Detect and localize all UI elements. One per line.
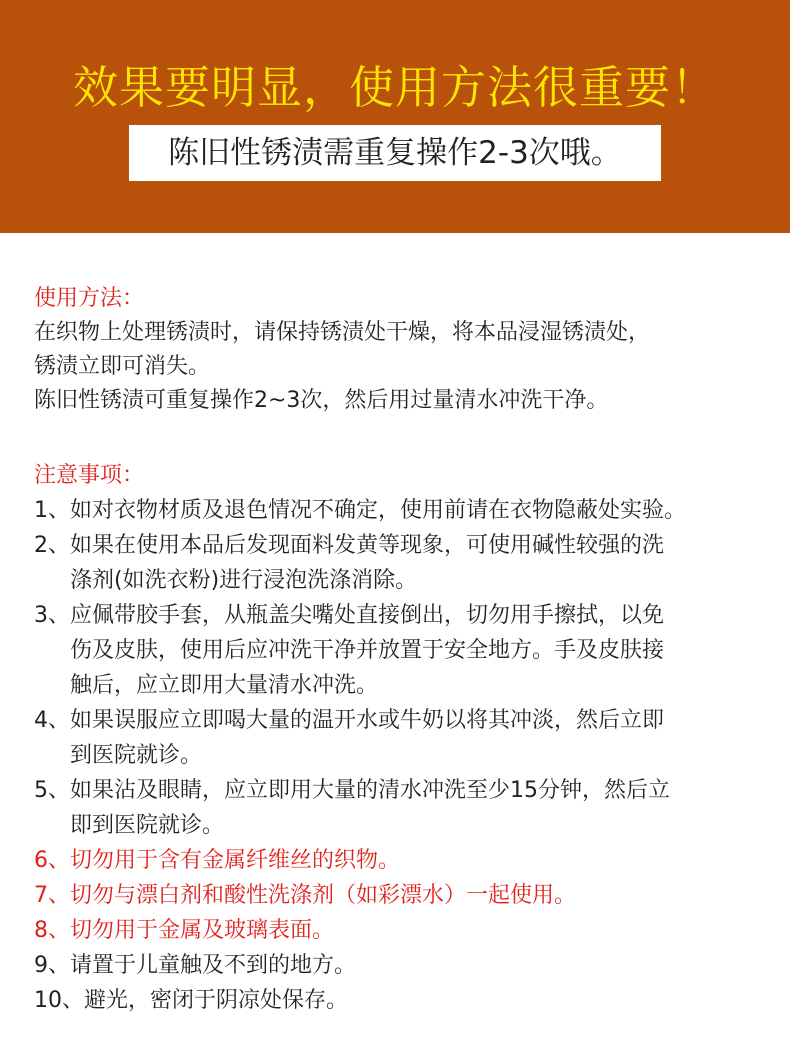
subheadline-box	[129, 125, 661, 181]
note-item-warning	[34, 913, 764, 948]
subheadline: 陈旧性锈渍需重复操作2-3次哦。	[168, 135, 622, 171]
note-text: 如果在使用本品后发现面料发黄等现象，可使用碱性较强的洗	[70, 533, 665, 558]
note-number: 5、	[34, 778, 70, 803]
header-banner	[0, 0, 790, 233]
note-number: 6、	[34, 848, 70, 873]
note-item	[34, 773, 764, 843]
note-text: 避光，密闭于阴凉处保存。	[84, 988, 349, 1013]
note-text: 触后，应立即用大量清水冲洗。	[70, 673, 379, 698]
note-text: 切勿与漂白剂和酸性洗涤剂（如彩漂水）一起使用。	[70, 883, 577, 908]
note-text: 如果沾及眼睛，应立即用大量的清水冲洗至少15分钟，然后立	[70, 778, 670, 803]
note-text: 切勿用于金属及玻璃表面。	[70, 918, 335, 943]
note-number: 7、	[34, 883, 70, 908]
note-text: 切勿用于含有金属纤维丝的织物。	[70, 848, 401, 873]
note-text: 伤及皮肤，使用后应冲洗干净并放置于安全地方。手及皮肤接	[70, 638, 665, 663]
note-text: 如果误服应立即喝大量的温开水或牛奶以将其冲淡，然后立即	[70, 708, 665, 733]
notes-title: 注意事项：	[34, 463, 145, 488]
notes-list	[34, 493, 764, 1018]
note-number: 9、	[34, 953, 70, 978]
note-item	[34, 528, 764, 598]
note-text: 请置于儿童触及不到的地方。	[70, 953, 357, 978]
instructions-content	[34, 282, 764, 1018]
note-number: 2、	[34, 533, 70, 558]
note-item	[34, 948, 764, 983]
section-spacer	[34, 418, 764, 459]
note-item	[34, 493, 764, 528]
usage-line: 在织物上处理锈渍时，请保持锈渍处干燥，将本品浸湿锈渍处，	[34, 320, 651, 345]
usage-title: 使用方法：	[34, 286, 145, 311]
note-item	[34, 703, 764, 773]
usage-line: 锈渍立即可消失。	[34, 354, 211, 379]
note-text: 即到医院就诊。	[70, 813, 225, 838]
note-text: 涤剂(如洗衣粉)进行浸泡洗涤消除。	[70, 568, 418, 593]
note-item-warning	[34, 843, 764, 878]
note-text: 到医院就诊。	[70, 743, 203, 768]
note-item-warning	[34, 878, 764, 913]
note-number: 4、	[34, 708, 70, 733]
note-text: 应佩带胶手套，从瓶盖尖嘴处直接倒出，切勿用手擦拭，以免	[70, 603, 665, 628]
note-item	[34, 983, 764, 1018]
note-number: 3、	[34, 603, 70, 628]
note-item	[34, 598, 764, 703]
note-number: 1、	[34, 498, 70, 523]
usage-line: 陈旧性锈渍可重复操作2~3次，然后用过量清水冲洗干净。	[34, 388, 609, 413]
note-number: 10、	[34, 988, 84, 1013]
note-number: 8、	[34, 918, 70, 943]
note-text: 如对衣物材质及退色情况不确定，使用前请在衣物隐蔽处实验。	[70, 498, 687, 523]
headline: 效果要明显，使用方法很重要！	[72, 61, 717, 114]
